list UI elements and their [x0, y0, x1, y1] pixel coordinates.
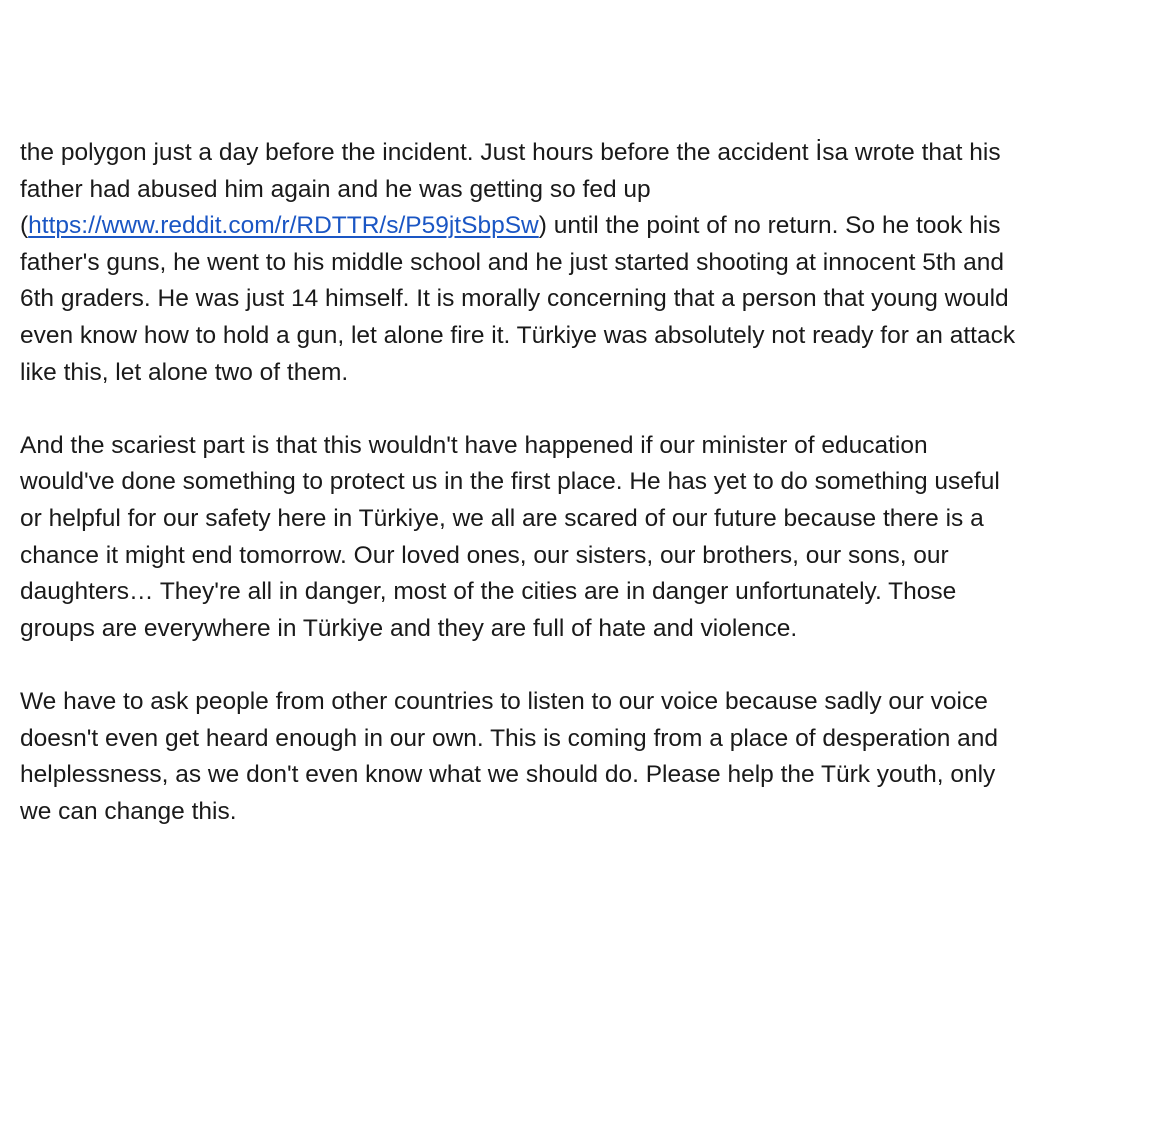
paragraph-gap: [20, 391, 1155, 428]
text-line: daughters… They're all in danger, most of the cities are in danger unfortunately. Those: [20, 578, 957, 606]
text-after-link: ) until the point of no return. So he took his: [538, 212, 1001, 240]
text-line: or helpful for our safety here in Türkiye, we all are scared of our future because there is a: [20, 504, 984, 532]
text-line: would've done something to protect us in the first place. He has yet to do something useful: [20, 468, 1000, 496]
paren-open: (: [20, 212, 29, 240]
document-body: [20, 135, 1155, 830]
text-line: And the scariest part is that this wouldn't have happened if our minister of education: [20, 431, 928, 459]
reddit-link[interactable]: https://www.reddit.com/r/RDTTR/s/P59jtSbpSw: [28, 212, 539, 240]
text-line: father's guns, he went to his middle school and he just started shooting at innocent 5th and: [20, 248, 1004, 276]
text-line: like this, let alone two of them.: [20, 358, 349, 386]
text-line-with-link: [20, 208, 1155, 245]
text-line: We have to ask people from other countries to listen to our voice because sadly our voice: [20, 687, 988, 715]
paragraph-gap: [20, 647, 1155, 684]
text-line: father had abused him again and he was getting so fed up: [20, 175, 651, 203]
text-line: the polygon just a day before the incident. Just hours before the accident İsa wrote that his: [20, 139, 1001, 166]
text-line: we can change this.: [20, 797, 237, 825]
paragraph-incident: [20, 135, 1155, 391]
text-line: 6th graders. He was just 14 himself. It is morally concerning that a person that young would: [20, 285, 1009, 313]
text-line: chance it might end tomorrow. Our loved ones, our sisters, our brothers, our sons, our: [20, 541, 949, 569]
text-line: helplessness, as we don't even know what we should do. Please help the Türk youth, only: [20, 761, 996, 789]
text-line: groups are everywhere in Türkiye and they are full of hate and violence.: [20, 614, 798, 642]
text-line: even know how to hold a gun, let alone fire it. Türkiye was absolutely not ready for an attack: [20, 321, 1016, 349]
text-line: doesn't even get heard enough in our own. This is coming from a place of desperation and: [20, 724, 999, 752]
paragraph-appeal: [20, 684, 1155, 830]
paragraph-minister: [20, 428, 1155, 648]
